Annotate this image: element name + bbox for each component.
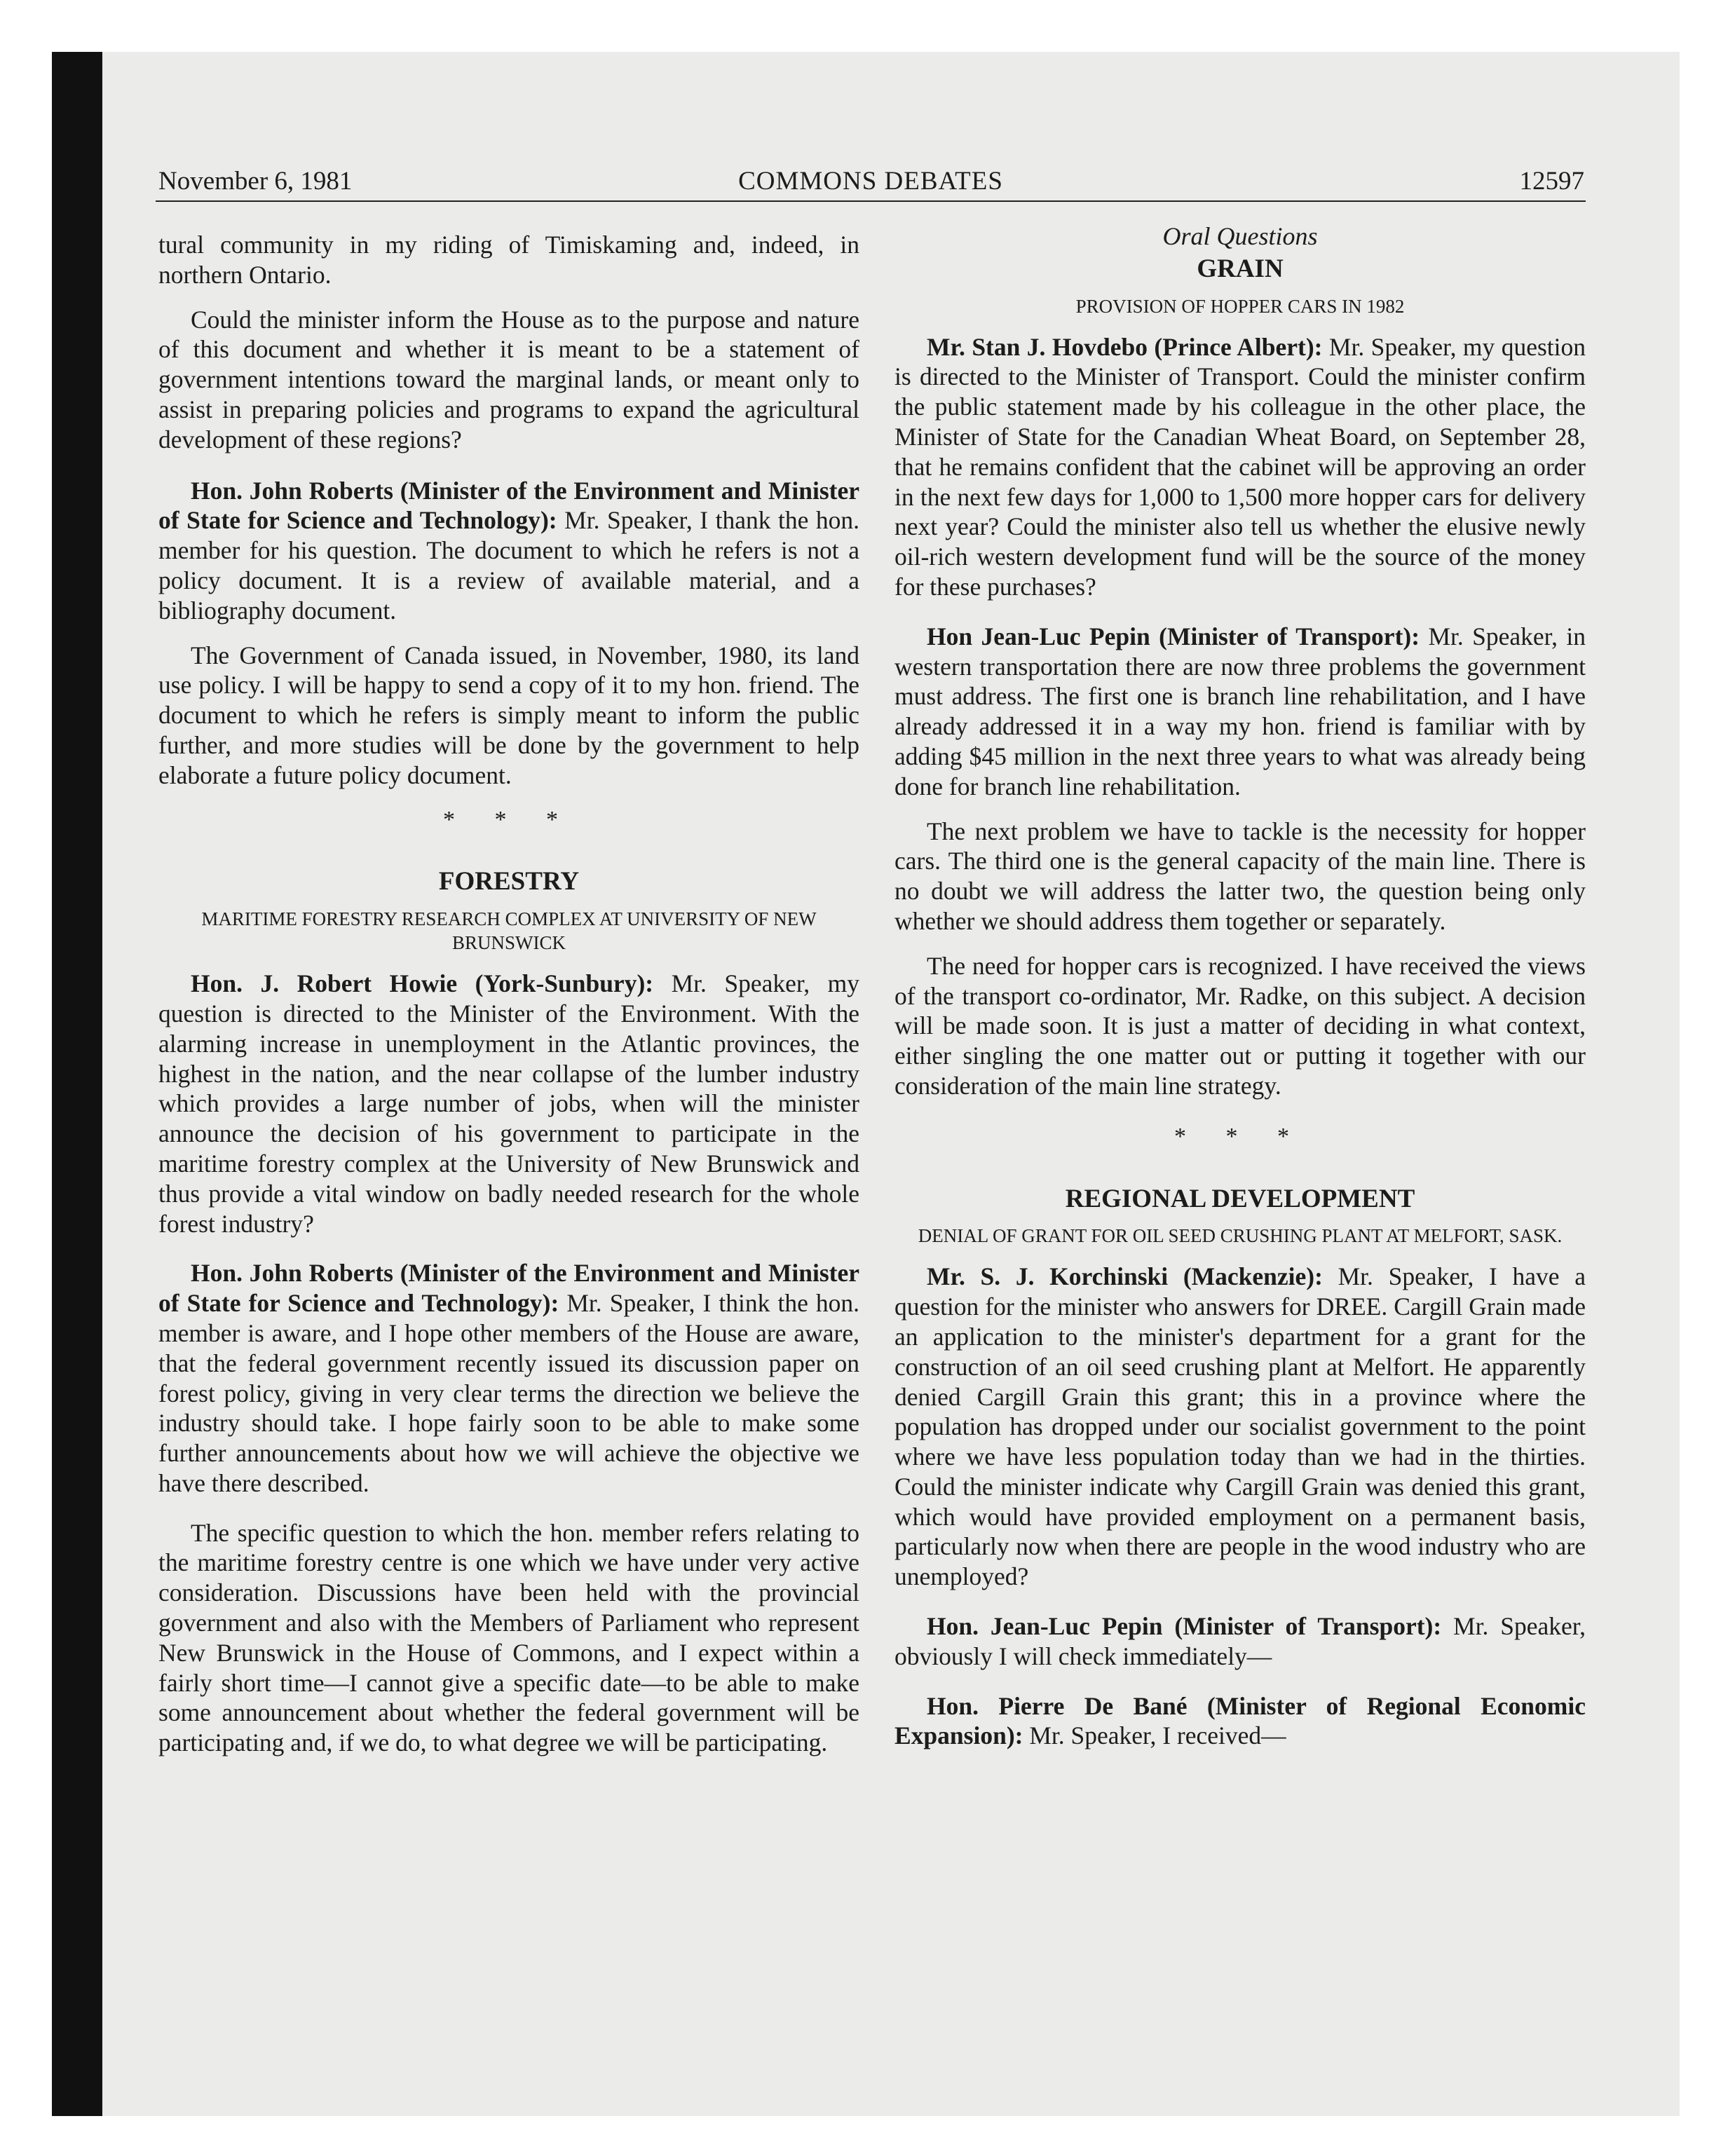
speaker-name: Hon. Jean-Luc Pepin (Minister of Transport):: [927, 1612, 1442, 1641]
section-separator: * * *: [1174, 1123, 1306, 1149]
speaker-name: Mr. Stan J. Hovdebo (Prince Albert):: [927, 332, 1323, 361]
speech-text: Mr. Speaker, I think the hon. member is aware, and I hope other members of the House are aware, that the federal government recently issued its discussion paper on forest policy, giving in very clear terms the direction we believe the industry should take. I hope fairly soon to be able to make some further announcements about how we will achieve the objective we have there described.: [158, 1289, 859, 1497]
speaker-name: Hon. John Roberts (Minister of the Environment and Minister of State for Science and Technology):: [158, 476, 859, 535]
speech-paragraph: [158, 1258, 859, 1498]
speech-text: Mr. Speaker, I received—: [1023, 1721, 1286, 1750]
book-spine-shadow: [52, 52, 102, 2116]
right-column: [894, 221, 1586, 1766]
paragraph: The specific question to which the hon. member refers relating to the maritime forestry centre is one which we have under very active consideration. Discussions have been held with the provincial government and also with the Members of Parliament who represent New Brunswick in the House of Commons, and I expect within a fairly short time—I cannot give a specific date—to be able to make some announcement about whether the federal government will be participating and, if we do, to what degree we will be participating.: [158, 1518, 859, 1757]
paragraph: The next problem we have to tackle is the necessity for hopper cars. The third one is the general capacity of the main line. There is no doubt we will address the latter two, the question being only whether we should address them together or separately.: [894, 817, 1586, 935]
speaker-name: Mr. S. J. Korchinski (Mackenzie):: [927, 1262, 1323, 1291]
speaker-name: Hon. Pierre De Bané (Minister of Regional Economic Expansion):: [894, 1691, 1586, 1750]
speaker-name: Hon Jean-Luc Pepin (Minister of Transport):: [927, 622, 1420, 650]
speech-paragraph: [158, 476, 859, 626]
speech-paragraph: [894, 1691, 1586, 1752]
header-title: COMMONS DEBATES: [738, 167, 1003, 196]
subsection-heading: DENIAL OF GRANT FOR OIL SEED CRUSHING PLANT AT MELFORT, SASK.: [918, 1225, 1563, 1247]
header-page-number: 12597: [1519, 167, 1584, 196]
header-date: November 6, 1981: [158, 167, 353, 196]
subsection-heading: MARITIME FORESTRY RESEARCH COMPLEX AT UNIVERSITY OF NEW BRUNSWICK: [201, 908, 817, 954]
speech-paragraph: [894, 1262, 1586, 1592]
speech-text: Mr. Speaker, in western transportation there are now three problems the government must address. The first one is branch line rehabilitation, and I have already addressed it in a way my hon. friend is familiar with by adding $45 million in the next three years to what was already being done for branch line rehabilitation.: [894, 622, 1586, 800]
section-separator: * * *: [443, 806, 575, 833]
speech-text: Mr. Speaker, obviously I will check immediately—: [894, 1612, 1586, 1670]
speech-paragraph: [158, 969, 859, 1239]
speech-paragraph: [894, 1611, 1586, 1672]
section-heading: REGIONAL DEVELOPMENT: [1065, 1184, 1415, 1213]
left-column: [158, 221, 859, 1773]
page: [156, 165, 1586, 2100]
speaker-name: Hon. John Roberts (Minister of the Environment and Minister of State for Science and Technology):: [158, 1259, 859, 1318]
running-subheader: Oral Questions: [1162, 222, 1318, 250]
section-heading: GRAIN: [1197, 254, 1284, 283]
paragraph: The need for hopper cars is recognized. I have received the views of the transport co-ordinator, Mr. Radke, on this subject. A decision will be made soon. It is just a matter of deciding in what context, either singling the one matter out or putting it together with our consideration of the main line strategy.: [894, 951, 1586, 1100]
paragraph: tural community in my riding of Timiskaming and, indeed, in northern Ontario.: [158, 231, 859, 289]
subsection-heading: PROVISION OF HOPPER CARS IN 1982: [1075, 295, 1405, 317]
speech-text: Mr. Speaker, my question is directed to the Minister of the Environment. With the alarming increase in unemployment in the Atlantic provinces, the highest in the nation, and the near collapse of the lumber industry which provides a large number of jobs, when will the minister announce the decision of his government to participate in the maritime forestry complex at the University of New Brunswick and thus provide a vital window on badly needed research for the whole forest industry?: [158, 969, 859, 1238]
speech-text: Mr. Speaker, I thank the hon. member for his question. The document to which he refers is not a policy document. It is a review of available material, and a bibliography document.: [158, 506, 859, 625]
paragraph: The Government of Canada issued, in November, 1980, its land use policy. I will be happy to send a copy of it to my hon. friend. The document to which he refers is simply meant to inform the public further, and more studies will be done by the government to help elaborate a future policy document.: [158, 641, 859, 789]
speech-text: Mr. Speaker, I have a question for the minister who answers for DREE. Cargill Grain made an application to the minister's department for a grant for the construction of an oil seed crushing plant at Melfort. He apparently denied Cargill Grain this grant; this in a province where the population has dropped under our socialist government to the point where we have less population today than we had in the thirties. Could the minister indicate why Cargill Grain was denied this grant, which would have provided employment on a permanent basis, particularly now when there are people in the wood industry who are unemployed?: [894, 1262, 1586, 1591]
speech-paragraph: [894, 332, 1586, 602]
speech-text: Mr. Speaker, my question is directed to the Minister of Transport. Could the minister confirm the public statement made by his colleague in the other place, the Minister of State for the Canadian Wheat Board, on September 28, that he remains confident that the cabinet will be approving an order in the next few days for 1,000 to 1,500 more hopper cars for delivery next year? Could the minister also tell us whether the elusive newly oil-rich western development fund will be the source of the money for these purchases?: [894, 332, 1586, 601]
speech-paragraph: [894, 622, 1586, 802]
paragraph: Could the minister inform the House as to the purpose and nature of this document and whether it is meant to be a statement of government intentions toward the marginal lands, or meant only to assist in preparing policies and programs to expand the agricultural development of these regions?: [158, 305, 859, 453]
section-heading: FORESTRY: [438, 867, 580, 896]
running-header: [156, 165, 1586, 202]
speaker-name: Hon. J. Robert Howie (York-Sunbury):: [191, 969, 654, 998]
